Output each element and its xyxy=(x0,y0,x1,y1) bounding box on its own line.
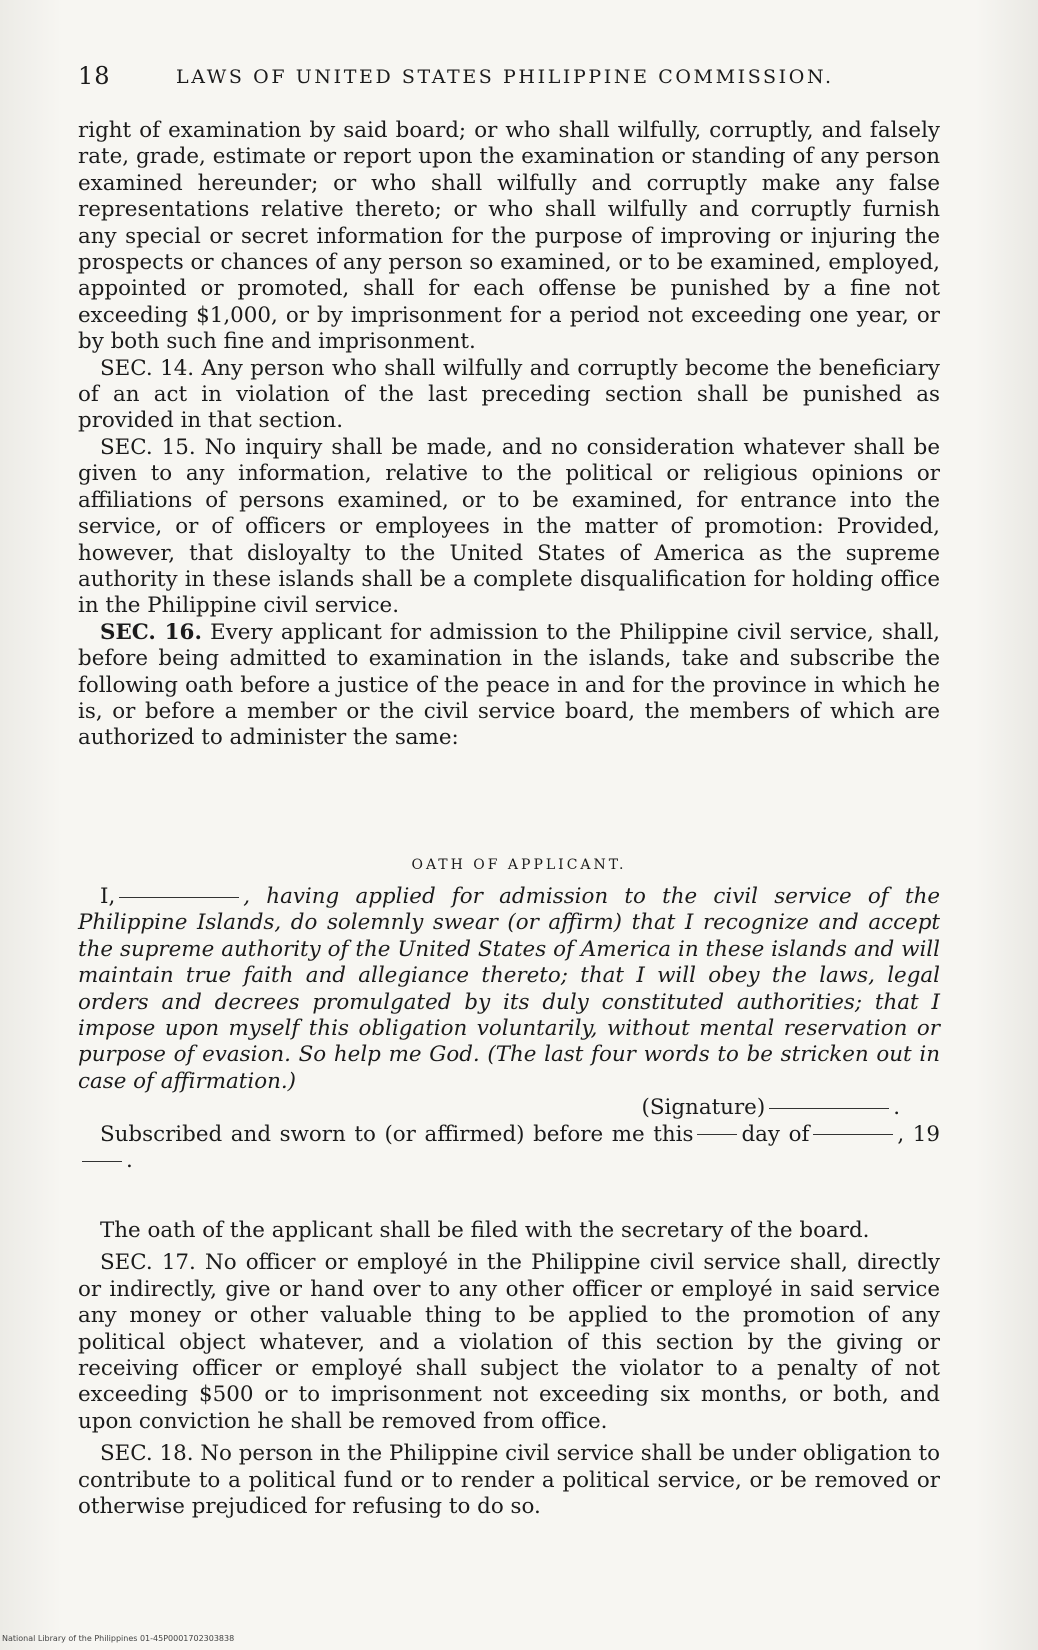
signature-label: (Signature) xyxy=(641,1095,766,1121)
scan-footer: National Library of the Philippines 01-45P0001702303838 xyxy=(2,1634,235,1643)
section-text: No person in the Philippine civil service shall be under obligation to contribute to a political fund or to render a political service, or be removed or otherwise prejudiced for refusing to do so. xyxy=(78,1441,940,1520)
section-label: SEC. 16. xyxy=(100,619,202,645)
section-16 xyxy=(78,620,940,752)
running-head: LAWS OF UNITED STATES PHILIPPINE COMMISSION. xyxy=(176,66,834,88)
section-label: SEC. 14. xyxy=(100,355,195,381)
subscribed-line xyxy=(78,1122,940,1175)
oath-pronoun: I, xyxy=(100,884,116,909)
section-text: Any person who shall wilfully and corruptly become the beneficiary of an act in violation of the last preceding section shall be punished as provided in that section. xyxy=(78,355,940,434)
oath-title: OATH OF APPLICANT. xyxy=(411,857,627,873)
of-word: of xyxy=(788,1121,810,1147)
month-blank xyxy=(813,1134,893,1135)
section-17 xyxy=(78,1250,940,1435)
year-prefix: , 19 xyxy=(897,1121,940,1147)
page-number: 18 xyxy=(78,62,111,90)
section-text: No inquiry shall be made, and no consideration whatever shall be given to any information, relative to the political or religious opinions or affiliations of persons examined, or to be examined, for entrance into the service, or of officers or employees in the matter of promotion: Provided, however, that disloyalty to the United States of America as the supreme authority in these islands shall be a complete disqualification for holding office in the Philippine civil service. xyxy=(78,434,940,619)
oath-block xyxy=(78,884,940,1174)
oath-body: , having applied for admission to the civil service of the Philippine Islands, do solemnly swear (or affirm) that I recognize and accept the supreme authority of the United States of America in these islands and will maintain true faith and allegiance thereto; that I will obey the laws, legal orders and decrees promulgated by its duly constituted authorities; that I impose upon myself this obligation voluntarily, without mental reservation or purpose of evasion. So help me God. (The last four words to be stricken out in case of affirmation.) xyxy=(78,884,940,1094)
section-label: SEC. 15. xyxy=(100,434,196,460)
signature-line: (Signature) . xyxy=(641,1095,900,1121)
section-text: No officer or employé in the Philippine civil service shall, directly or indirectly, give or hand over to any other officer or employé in said service any money or other valuable thing to be applied to the promotion of any political object whatever, and a violation of this section by the giving or receiving officer or employé shall subject the violator to a penalty of not exceeding $500 or to imprisonment not exceeding six months, or both, and upon conviction he shall be removed from office. xyxy=(78,1250,940,1434)
section-14 xyxy=(78,356,940,435)
name-blank xyxy=(119,897,239,898)
page-header xyxy=(78,62,938,94)
lower-text xyxy=(78,1218,940,1526)
year-blank xyxy=(82,1161,122,1162)
section-18 xyxy=(78,1441,940,1520)
section-text: Every applicant for admission to the Philippine civil service, shall, before being admitted to examination in the islands, take and subscribe the following oath before a justice of the peace in and for the province in which he is, or before a member or the civil service board, the members of which are authorized to administer the same: xyxy=(78,619,940,751)
day-blank xyxy=(697,1134,737,1135)
after-oath-paragraph: The oath of the applicant shall be filed with the secretary of the board. xyxy=(100,1218,870,1243)
oath-text xyxy=(78,884,940,1095)
continuation-paragraph: right of examination by said board; or who shall wilfully, corruptly, and falsely rate, grade, estimate or report upon the examination or standing of any person examined hereunder; or who shall wilfully and corruptly make any false representations relative thereto; or who shall wilfully and corruptly furnish any special or secret information for the purpose of improving or injuring the prospects or chances of any person so examined, or to be examined, employed, appointed or promoted, shall for each offense be punished by a fine not exceeding $1,000, or by imprisonment for a period not exceeding one year, or by both such fine and imprisonment. xyxy=(78,118,940,355)
main-text xyxy=(78,118,940,752)
section-label: SEC. 17. xyxy=(100,1250,196,1276)
day-word: day xyxy=(741,1121,780,1147)
section-15 xyxy=(78,435,940,620)
signature-blank xyxy=(769,1108,889,1109)
period: . xyxy=(126,1148,133,1174)
section-label: SEC. 18. xyxy=(100,1441,194,1467)
subscribed-text: Subscribed and sworn to (or affirmed) before me this xyxy=(100,1121,694,1147)
